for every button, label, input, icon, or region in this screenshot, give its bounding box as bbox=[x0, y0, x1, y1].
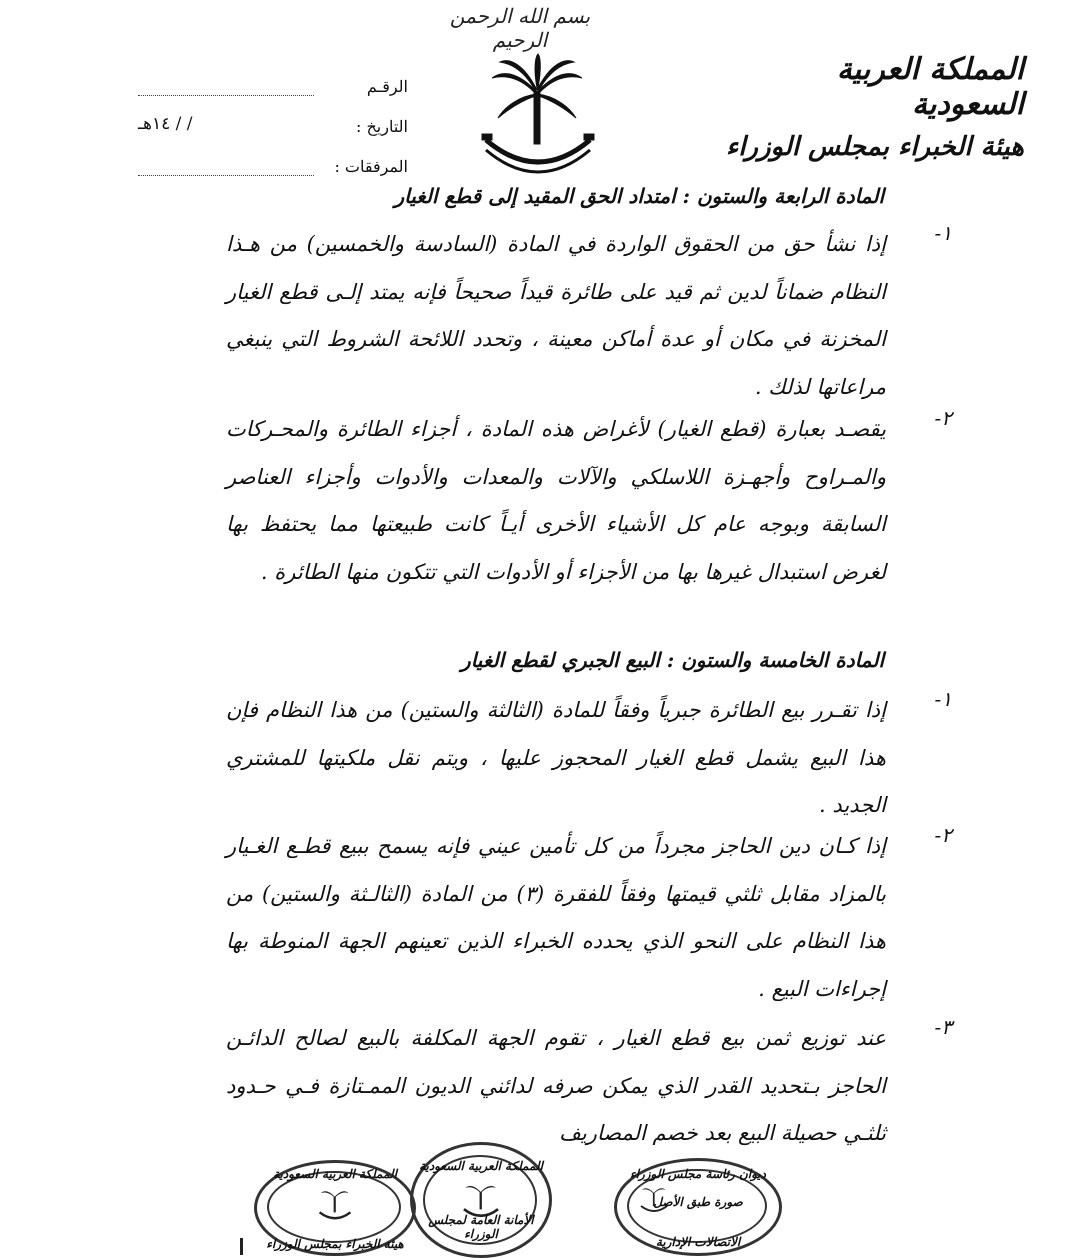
stamp-bottom-text: هيئة الخبراء بمجلس الوزراء bbox=[266, 1237, 404, 1251]
saudi-emblem-icon bbox=[317, 1185, 353, 1223]
clause-text: عند توزيع ثمن بيع قطع الغيار ، تقوم الجهة المكلفة بالبيع لصالح الدائـن الحاجز بـتحديد القدر الذي يمكن صرفه لدائني الديون الممـتازة فـي حـدود ثلثـي حصيلة البيع بعد خصم المصاريف bbox=[226, 1026, 886, 1145]
issuer-name bbox=[724, 52, 1024, 162]
attachments-row bbox=[138, 136, 408, 176]
clause-text: إذا كـان دين الحاجز مجرداً من كل تأمين عيني فإنه يسمح ببيع قطـع الغـيار بالمزاد مقابل ثلثي قيمتها وفقاً للفقرة (٣) من المادة (الثالـثة والستين) من هذا النظام على النحو الذي يحدده الخبراء الذين تعينهم الجهة المنوطة بها إجراءات البيع . bbox=[226, 834, 886, 1001]
clause-number: ٢- bbox=[934, 406, 952, 430]
margin-mark bbox=[240, 1238, 243, 1255]
clause bbox=[226, 221, 952, 411]
cabinet-office-stamp bbox=[614, 1158, 782, 1256]
stamp-top-text: المملكة العربية السعودية bbox=[273, 1167, 397, 1181]
reference-block bbox=[138, 56, 408, 176]
ref-row bbox=[138, 56, 408, 96]
clause-number: ٢- bbox=[934, 823, 952, 847]
saudi-emblem-icon bbox=[478, 52, 598, 180]
clause bbox=[226, 823, 952, 1013]
clause-text: إذا نشأ حق من الحقوق الواردة في المادة (السادسة والخمسين) من هـذا النظام ضماناً لدين ثم قيد على طائرة قيداً صحيحاً فإنه يمتد إلـى قطع الغيار المخزنة في مكان أو عدة أماكن معينة ، وتحدد اللائحة الشروط التي ينبغي مراعاتها لذلك . bbox=[226, 232, 886, 399]
clause-number: ١- bbox=[934, 221, 952, 245]
stamp-top-text: ديوان رئاسة مجلس الوزراء bbox=[629, 1167, 767, 1181]
clause bbox=[226, 406, 952, 596]
attachments-line bbox=[138, 163, 314, 176]
clause bbox=[226, 687, 952, 830]
general-secretariat-stamp bbox=[410, 1142, 552, 1258]
stamp-top-text: المملكة العربية السعودية bbox=[419, 1159, 543, 1173]
clause-number: ١- bbox=[934, 687, 952, 711]
article-heading: المادة الخامسة والستون : البيع الجبري لقطع الغيار bbox=[461, 648, 884, 672]
clause-text: يقصـد بعبارة (قطع الغيار) لأغراض هذه المادة ، أجزاء الطائرة والمحـركات والمـراوح وأجهـزة اللاسلكي والآلات والمعدات والأدوات وأجزاء العناصر السابقة وبوجه عام كل الأشياء الأخرى أيـاً كانت طبيعتها مما يحتفظ بها لغرض استبدال غيرها بها من الأجزاء أو الأدوات التي تتكون منها الطائرة . bbox=[226, 417, 886, 584]
experts-commission-stamp bbox=[254, 1160, 416, 1256]
date-label: التاريخ : bbox=[355, 117, 408, 136]
clause bbox=[226, 1015, 952, 1158]
stamp-middle-text: صورة طبق الأصل bbox=[653, 1195, 743, 1209]
date-row bbox=[138, 96, 408, 136]
stamp-bottom-text: الاتصالات الإدارية bbox=[655, 1235, 741, 1249]
stamp-bottom-text: الأمانة العامة لمجلس الوزراء bbox=[428, 1213, 534, 1241]
issuer-country: المملكة العربية السعودية bbox=[836, 52, 1024, 122]
ref-label: الرقـم bbox=[366, 77, 408, 96]
clause-number: ٣- bbox=[934, 1015, 952, 1039]
issuer-agency: هيئة الخبراء بمجلس الوزراء bbox=[725, 132, 1024, 162]
date-value: / / ١٤هـ bbox=[138, 114, 193, 134]
article-heading: المادة الرابعة والستون : امتداد الحق المقيد إلى قطع الغيار bbox=[394, 184, 884, 208]
clause-text: إذا تقـرر بيع الطائرة جبرياً وفقاً للمادة (الثالثة والستين) من هذا النظام فإن هذا البيع يشمل قطع الغيار المحجوز عليها ، ويتم نقل ملكيتها للمشتري الجديد . bbox=[226, 698, 886, 817]
basmala: بسم الله الرحمن الرحيم bbox=[449, 4, 591, 52]
ref-line bbox=[138, 83, 314, 96]
attachments-label: المرفقات : bbox=[334, 157, 408, 176]
